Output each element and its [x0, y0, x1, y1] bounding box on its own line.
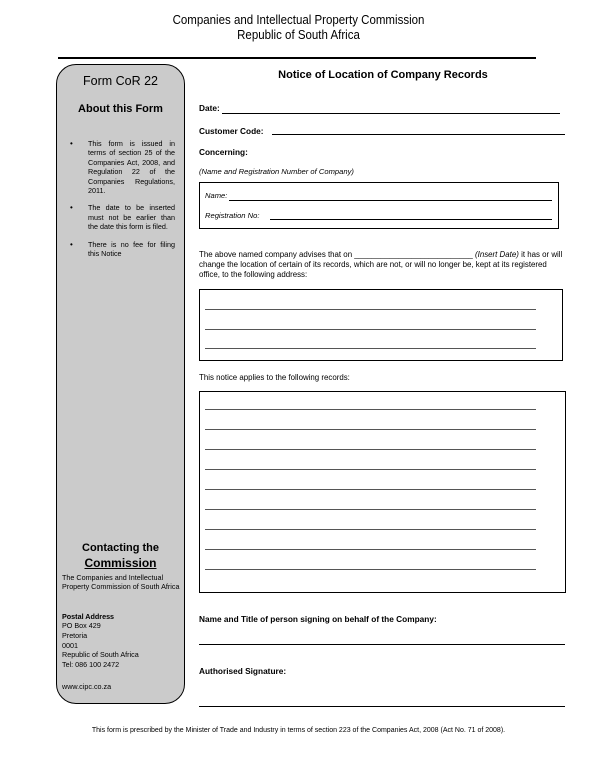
- records-line: [205, 529, 536, 530]
- about-notes: [67, 139, 175, 266]
- bullet-icon: •: [70, 203, 73, 213]
- signature-field[interactable]: [199, 706, 565, 707]
- records-line: [205, 509, 536, 510]
- postal-line: PO Box 429: [62, 621, 101, 630]
- address-line: [205, 329, 536, 330]
- postal-line: Pretoria: [62, 630, 88, 640]
- bullet-icon: •: [70, 239, 73, 249]
- insert-date-blank[interactable]: ___________________________: [354, 250, 473, 259]
- records-line: [205, 469, 536, 470]
- contact-title: Contacting the: [82, 542, 159, 554]
- note-text: The date to be inserted must not be earlier than the date this form is filed.: [88, 203, 175, 232]
- form-code: Form CoR 22: [82, 74, 159, 88]
- applies-text: This notice applies to the following records:: [199, 373, 350, 382]
- header-rule: [58, 57, 536, 59]
- registration-number-field[interactable]: [270, 219, 552, 220]
- name-reg-hint: (Name and Registration Number of Company): [199, 167, 354, 176]
- contact-body: The Companies and Intellectual Property Commission of South Africa: [62, 573, 180, 592]
- records-line: [205, 429, 536, 430]
- document-header: [0, 13, 597, 43]
- postal-line: 0001: [62, 640, 78, 650]
- note-item: [67, 139, 175, 195]
- customer-code-field[interactable]: [272, 134, 565, 135]
- address-box[interactable]: [199, 289, 563, 361]
- note-text: This form is issued in terms of section 25 of the Companies Act, 2008, and Regulation 22 of the Companies Regulations, 2011.: [88, 139, 175, 196]
- footer-note: This form is prescribed by the Minister of Trade and Industry in terms of section 223 of the Companies Act, 2008 (Act No. 71 of 2008).: [91, 727, 506, 734]
- insert-date-hint: (Insert Date): [475, 250, 519, 259]
- advises-text-2: it has or will change the location of certain of its records, which are not, or will no longer be, kept at its registered office, to the following address:: [199, 250, 563, 279]
- form-title: Notice of Location of Company Records: [278, 69, 488, 81]
- website-link[interactable]: www.cipc.co.za: [62, 682, 112, 691]
- postal-title: Postal Address: [62, 612, 115, 621]
- contact-subtitle: Commission: [84, 556, 157, 570]
- note-item: [67, 203, 175, 231]
- postal-line: Republic of South Africa: [62, 650, 139, 660]
- note-item: [67, 240, 175, 259]
- date-field[interactable]: [222, 113, 560, 114]
- bullet-icon: •: [70, 139, 73, 148]
- advises-text-1: The above named company advises that on: [199, 250, 353, 259]
- note-text: There is no fee for filing this Notice: [88, 239, 175, 259]
- records-box[interactable]: [199, 391, 566, 593]
- registration-label: Registration No:: [205, 211, 260, 220]
- address-line: [205, 348, 536, 349]
- records-line: [205, 409, 536, 410]
- records-line: [205, 489, 536, 490]
- date-label: Date:: [199, 103, 220, 113]
- records-line: [205, 449, 536, 450]
- info-sidebar: [56, 64, 185, 704]
- country-name: Republic of South Africa: [237, 28, 360, 42]
- advises-paragraph: [199, 250, 565, 280]
- signatory-field[interactable]: [199, 644, 565, 645]
- company-name-field[interactable]: [229, 200, 552, 201]
- signatory-label: Name and Title of person signing on behalf of the Company:: [199, 614, 437, 624]
- company-details-box: [199, 182, 559, 229]
- about-title: About this Form: [78, 103, 163, 115]
- signature-label: Authorised Signature:: [199, 666, 287, 676]
- customer-code-label: Customer Code:: [199, 126, 264, 136]
- commission-name: Companies and Intellectual Property Commission: [172, 13, 425, 27]
- records-line: [205, 549, 536, 550]
- postal-line: Tel: 086 100 2472: [62, 660, 120, 670]
- records-line: [205, 569, 536, 570]
- concerning-label: Concerning:: [199, 147, 248, 157]
- address-line: [205, 309, 536, 310]
- name-label: Name:: [205, 191, 228, 200]
- postal-address: [62, 621, 182, 670]
